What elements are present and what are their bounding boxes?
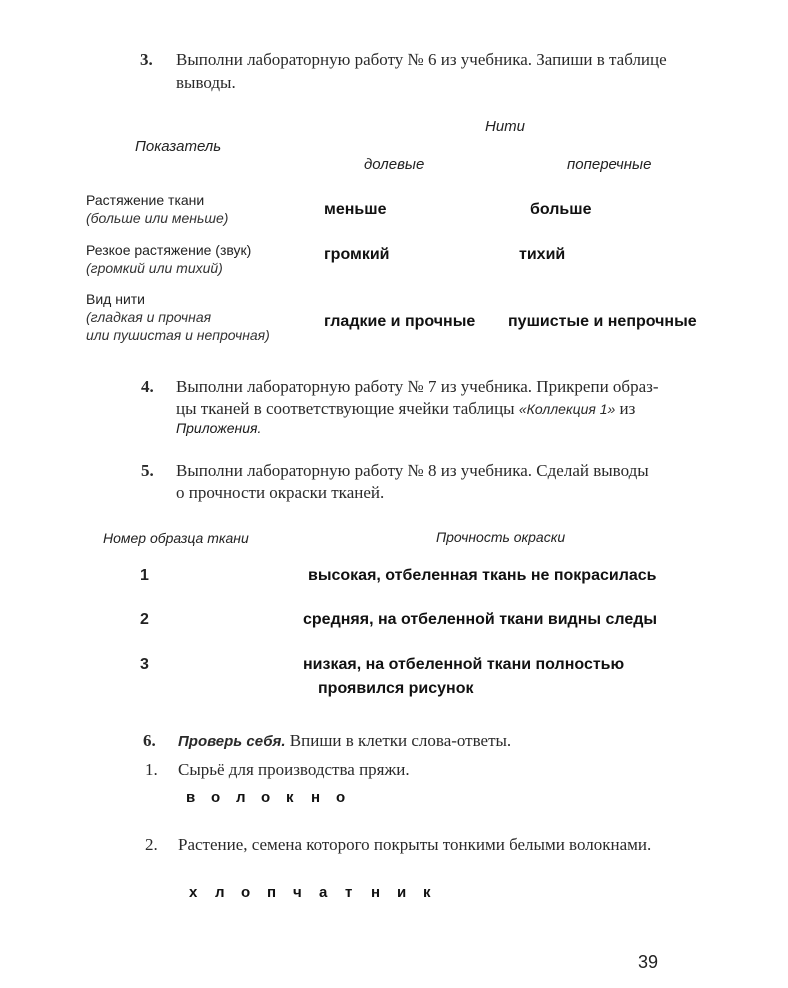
fastness-answer: высокая, отбеленная ткань не покрасилась (308, 567, 657, 584)
task-5-text-line2: о прочности окраски тканей. (176, 483, 385, 502)
page-number: 39 (638, 952, 659, 972)
letter-cell: л (236, 789, 246, 806)
letter-cell: п (267, 884, 277, 901)
letter-cell: ч (293, 884, 302, 901)
question-2-number: 2. (145, 835, 158, 854)
task-4-text-part: из (615, 399, 636, 418)
letter-cell: о (261, 789, 271, 806)
question-2-text: Растение, семена которого покрыты тонкими белыми волокнами. (178, 835, 652, 854)
sample-number: 1 (140, 567, 149, 584)
check-yourself-label: Проверь себя. (178, 733, 286, 750)
task-3-number: 3. (140, 50, 153, 69)
letter-cell: а (319, 884, 328, 901)
letter-cell: и (397, 884, 407, 901)
answer-1-cells (186, 789, 361, 806)
answer-warp: меньше (324, 201, 387, 218)
letter-cell: т (345, 884, 353, 901)
answer-2-cells (189, 884, 449, 901)
task-6-instruction: Впиши в клетки слова-ответы. (285, 731, 512, 750)
answer-weft: больше (530, 201, 592, 218)
fastness-answer: низкая, на отбеленной ткани полностью (303, 656, 625, 673)
task-4-text-line1: Выполни лабораторную работу № 7 из учебника. Прикрепи образ- (176, 377, 659, 396)
letter-cell: в (186, 789, 196, 806)
row-label: Растяжение ткани (86, 192, 205, 208)
task-5-number: 5. (141, 461, 154, 480)
fastness-answer-cont: проявился рисунок (318, 680, 474, 697)
letter-cell: х (189, 884, 198, 901)
row-label: Резкое растяжение (звук) (86, 242, 252, 258)
sample-number: 2 (140, 611, 149, 628)
header-threads: Нити (485, 118, 526, 135)
sample-number: 3 (140, 656, 149, 673)
row-hint: (громкий или тихий) (86, 260, 223, 276)
letter-cell: к (423, 884, 431, 901)
question-1-text: Сырьё для производства пряжи. (178, 760, 410, 779)
letter-cell: н (311, 789, 321, 806)
task-6-number: 6. (143, 731, 156, 750)
task-4-text-part: цы тканей в соответствующие ячейки таблицы (176, 399, 519, 418)
answer-warp: гладкие и прочные (324, 313, 476, 330)
letter-cell: о (211, 789, 221, 806)
row-hint: (больше или меньше) (86, 210, 229, 226)
letter-cell: о (336, 789, 346, 806)
letter-cell: к (286, 789, 294, 806)
task-4-text-line3: Приложения. (176, 420, 262, 436)
row-hint: (гладкая и прочная (86, 309, 212, 325)
header-indicator: Показатель (135, 138, 222, 155)
task-6-text (178, 731, 511, 751)
row-hint-2: или пушистая и непрочная) (86, 327, 270, 343)
letter-cell: л (215, 884, 225, 901)
answer-warp: громкий (324, 246, 390, 263)
fastness-answer: средняя, на отбеленной ткани видны следы (303, 611, 658, 628)
collection-reference: «Коллекция 1» (518, 401, 616, 417)
task-3-text-line2: выводы. (176, 73, 236, 92)
letter-cell: н (371, 884, 381, 901)
answer-weft: тихий (519, 246, 566, 263)
header-weft: поперечные (567, 156, 652, 173)
task-4-number: 4. (141, 377, 154, 396)
answer-weft: пушистые и непрочные (508, 313, 697, 330)
question-1-number: 1. (145, 760, 158, 779)
letter-cell: о (241, 884, 251, 901)
task-4-text-line2 (176, 399, 635, 419)
header-warp: долевые (364, 156, 425, 173)
task-3-text-line1: Выполни лабораторную работу № 6 из учебника. Запиши в таблице (176, 50, 667, 69)
task-5-text-line1: Выполни лабораторную работу № 8 из учебника. Сделай выводы (176, 461, 649, 480)
header-dye-fastness: Прочность окраски (436, 529, 566, 545)
row-label: Вид нити (86, 291, 146, 307)
header-sample-number: Номер образца ткани (103, 530, 249, 546)
